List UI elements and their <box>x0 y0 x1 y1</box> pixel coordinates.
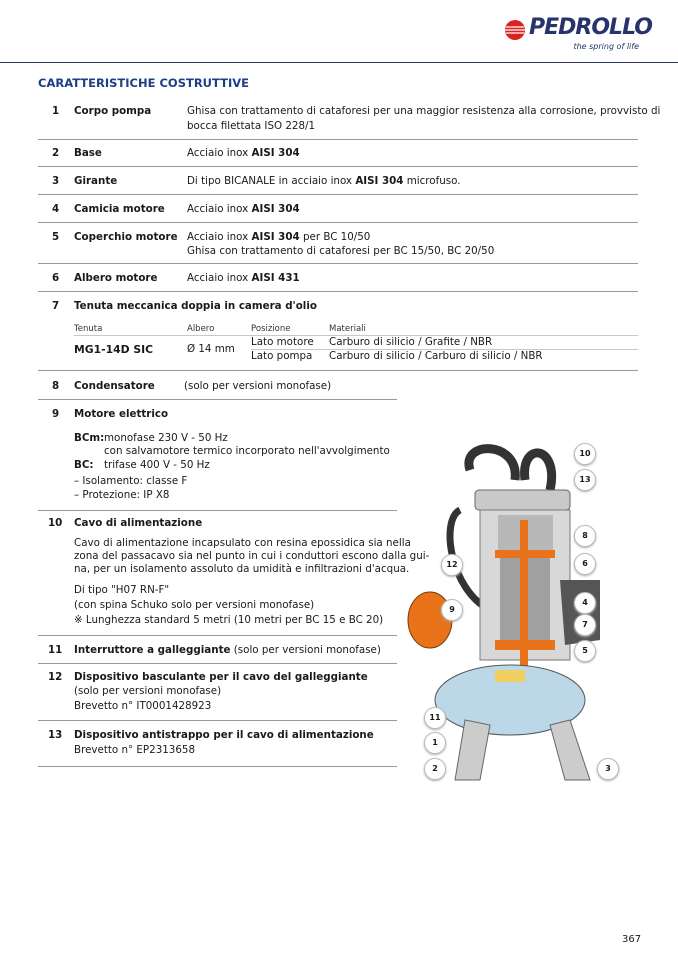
callout-7: 7 <box>574 614 596 636</box>
item-label: Motore elettrico <box>74 408 169 420</box>
item-label: Camicia motore <box>74 203 165 215</box>
column-header: Materiali <box>329 324 366 334</box>
item-number: 6 <box>52 272 60 284</box>
logo-tagline: the spring of life <box>573 42 639 51</box>
seal-cell: MG1-14D SIC <box>74 343 154 356</box>
pedrollo-logo <box>503 15 653 53</box>
divider <box>38 663 397 664</box>
column-header: Albero <box>187 324 215 334</box>
motor-value: trifase 400 V - 50 Hz <box>104 459 210 471</box>
item-value: Acciaio inox AISI 304 <box>187 203 300 215</box>
seal-cell: Carburo di silicio / Grafite / NBR <box>329 336 493 348</box>
divider <box>38 635 397 636</box>
divider <box>38 291 638 292</box>
item-number: 12 <box>48 671 63 683</box>
seal-cell: Ø 14 mm <box>187 343 235 355</box>
page-number: 367 <box>622 934 642 945</box>
seal-cell: Carburo di silicio / Carburo di silicio / NBR <box>329 350 543 362</box>
motor-value: con salvamotore termico incorporato nell'avvolgimento <box>104 445 390 457</box>
item-number: 4 <box>52 203 60 215</box>
item-value: (solo per versioni monofase) <box>74 685 222 697</box>
item-label: Dispositivo basculante per il cavo del galleggiante <box>74 671 368 683</box>
header-rule <box>0 62 678 63</box>
callout-9: 9 <box>441 599 463 621</box>
divider <box>38 766 397 767</box>
item-label: Albero motore <box>74 272 158 284</box>
callout-11: 11 <box>424 707 446 729</box>
motor-value: monofase 230 V - 50 Hz <box>104 432 228 444</box>
item-number: 10 <box>48 517 63 529</box>
cable-text: (con spina Schuko solo per versioni monofase) <box>74 599 315 611</box>
item-label: Tenuta meccanica doppia in camera d'olio <box>74 300 317 312</box>
divider <box>38 139 638 140</box>
callout-13: 13 <box>574 469 596 491</box>
item-value: Brevetto n° IT0001428923 <box>74 700 212 712</box>
item-label: Condensatore <box>74 380 155 392</box>
item-number: 9 <box>52 408 60 420</box>
item-value: bocca filettata ISO 228/1 <box>187 120 316 132</box>
divider <box>38 166 638 167</box>
item-number: 2 <box>52 147 60 159</box>
cable-text: zona del passacavo sia nel punto in cui i conduttori escono dalla gui- <box>74 550 430 562</box>
motor-value: – Protezione: IP X8 <box>74 489 170 501</box>
callout-8: 8 <box>574 525 596 547</box>
callout-3: 3 <box>597 758 619 780</box>
item-value: Brevetto n° EP2313658 <box>74 744 196 756</box>
motor-label: BC: <box>74 459 94 471</box>
item-number: 1 <box>52 105 60 117</box>
item-number: 11 <box>48 644 63 656</box>
item-label: Cavo di alimentazione <box>74 517 203 529</box>
item-label: Corpo pompa <box>74 105 152 117</box>
section-title: CARATTERISTICHE COSTRUTTIVE <box>38 76 249 90</box>
cable-text: Cavo di alimentazione incapsulato con resina epossidica sia nella <box>74 537 411 549</box>
divider <box>38 222 638 223</box>
cable-text: Di tipo "H07 RN-F" <box>74 584 170 596</box>
callout-5: 5 <box>574 640 596 662</box>
item-number: 7 <box>52 300 60 312</box>
item-value: Acciaio inox AISI 304 <box>187 147 300 159</box>
motor-value: – Isolamento: classe F <box>74 475 188 487</box>
item-label: Interruttore a galleggiante (solo per versioni monofase) <box>74 644 381 656</box>
callout-6: 6 <box>574 553 596 575</box>
motor-label: BCm: <box>74 432 105 444</box>
callout-4: 4 <box>574 592 596 614</box>
column-header: Posizione <box>251 324 291 334</box>
item-value: (solo per versioni monofase) <box>184 380 332 392</box>
item-number: 5 <box>52 231 60 243</box>
item-label: Girante <box>74 175 118 187</box>
item-label: Base <box>74 147 102 159</box>
item-value: Acciaio inox AISI 431 <box>187 272 300 284</box>
logo-text: PEDROLLO <box>529 15 653 40</box>
callout-2: 2 <box>424 758 446 780</box>
seal-cell: Lato motore <box>251 336 314 348</box>
callout-1: 1 <box>424 732 446 754</box>
divider <box>38 263 638 264</box>
item-value: Acciaio inox AISI 304 per BC 10/50 <box>187 231 371 243</box>
item-value: Di tipo BICANALE in acciaio inox AISI 304 microfuso. <box>187 175 461 187</box>
item-value: Ghisa con trattamento di cataforesi per BC 15/50, BC 20/50 <box>187 245 495 257</box>
seal-cell: Lato pompa <box>251 350 313 362</box>
item-label: Dispositivo antistrappo per il cavo di alimentazione <box>74 729 374 741</box>
divider <box>38 194 638 195</box>
item-number: 13 <box>48 729 63 741</box>
item-value: Ghisa con trattamento di cataforesi per una maggior resistenza alla corrosione, provvisto di <box>187 105 661 117</box>
cable-text: ※ Lunghezza standard 5 metri (10 metri per BC 15 e BC 20) <box>74 614 384 626</box>
divider <box>38 720 397 721</box>
item-label: Coperchio motore <box>74 231 178 243</box>
divider <box>38 370 638 371</box>
divider <box>38 510 397 511</box>
column-header: Tenuta <box>74 324 103 334</box>
cable-text: na, per un isolamento assoluto da umidità e infiltrazioni d'acqua. <box>74 563 410 575</box>
item-number: 3 <box>52 175 60 187</box>
divider <box>38 399 397 400</box>
item-number: 8 <box>52 380 60 392</box>
callout-12: 12 <box>441 554 463 576</box>
callout-10: 10 <box>574 443 596 465</box>
